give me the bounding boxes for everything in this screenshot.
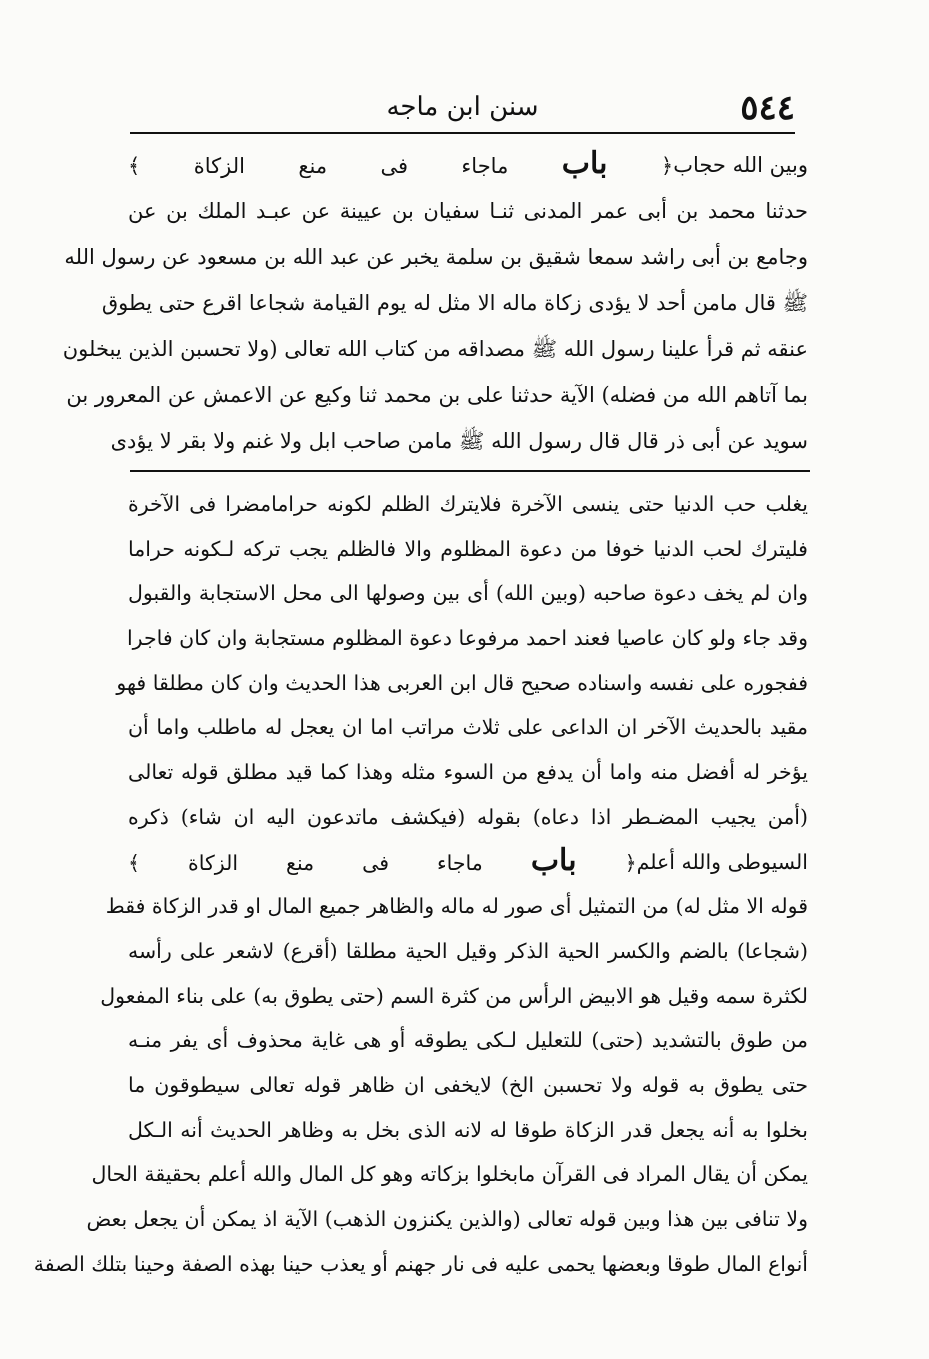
commentary-line: (شجاعا) بالضم والكسر الحية الذكر وقيل الحية مطلقا (أقرع) لاشعر على رأسه <box>128 938 808 963</box>
text-line: عنقه ثم قرأ علينا رسول الله ﷺ مصداقه من كتاب الله تعالى (ولا تحسبن الذين يبخلون <box>62 337 808 361</box>
chapter-heading-line <box>128 142 808 188</box>
commentary-text <box>33 482 808 1286</box>
commentary-line: قوله الا مثل له) من التمثيل أى صور له ماله والظاهر جميع المال او قدر الزكاة فقط <box>105 894 808 919</box>
bab-word: باب <box>561 146 608 181</box>
commentary-line: يمكن أن يقال المراد فى القرآن مابخلوا بزكاته وهو كل المال والله أعلم بحقيقة الحال <box>91 1162 808 1187</box>
text-line: سويد عن أبى ذر قال قال رسول الله ﷺ مامن صاحب ابل ولا غنم ولا بقر لا يؤدى <box>110 429 808 453</box>
bab-word: باب <box>530 842 577 878</box>
heading-open-bracket: ﴿ <box>624 850 637 875</box>
commentary-line: ولا تنافى بين هذا وبين قوله تعالى (والذين يكنزون الذهب) الآية اذ يمكن أن يجعل بعض <box>86 1207 808 1231</box>
heading-close-bracket: ﴾ <box>128 154 141 178</box>
commentary-line: (أمن يجيب المضـطر اذا دعاه) بقوله (فيكشف ماتدعون اليه ان شاء) ذكره <box>128 804 808 829</box>
hadith-text <box>62 142 808 464</box>
text-line: ﷺ قال مامن أحد لا يؤدى زكاة ماله الا مثل له يوم القيامة شجاعا اقرع حتى يطوق <box>101 291 808 315</box>
commentary-line: وان لم يخف دعوة صاحبه (وبين الله) أى بين وصولها الى محل الاستجابة والقبول <box>128 581 808 606</box>
section-divider <box>130 470 810 472</box>
commentary-chapter-heading <box>128 839 637 886</box>
text-line: بما آتاهم الله من فضله) الآية حدثنا على بن محمد ثنا وكيع عن الاعمش عن المعرور بن <box>66 383 808 407</box>
chapter-lead-text: وبين الله حجاب <box>673 153 808 177</box>
commentary-lead-text: السيوطى والله أعلم <box>636 849 808 874</box>
chapter-title: ماجاء فى منع الزكاة <box>188 850 483 875</box>
running-title: سنن ابن ماجه <box>386 92 539 122</box>
header-rule <box>130 132 795 134</box>
commentary-line: وقد جاء ولو كان عاصيا فعند احمد مرفوعا دعوة المظلوم مستجابة وان كان فاجرا <box>126 626 808 651</box>
heading-close-bracket: ﴾ <box>128 850 141 875</box>
commentary-line: يغلب حب الدنيا حتى ينسى الآخرة فلايترك الظلم لكونه حرامامضرا فى الآخرة <box>128 492 808 516</box>
text-line: حدثنا محمد بن أبى عمر المدنى ثنـا سفيان بن عيينة عن عبـد الملك بن عن <box>128 199 808 223</box>
heading-open-bracket: ﴿ <box>660 154 674 178</box>
page-number: ٥٤٤ <box>740 88 795 128</box>
commentary-line: ففجوره على نفسه واسناده صحيح قال ابن العربى هذا الحديث وان كان مطلقا فهو <box>116 670 808 695</box>
commentary-line: يؤخر له أفضل منه واما أن يدفع من السوء مثله وهذا كما قيد مطلق قوله تعالى <box>128 760 808 785</box>
text-line: وجامع بن أبى راشد سمعا شقيق بن سلمة يخبر عن عبد الله بن مسعود عن رسول الله <box>64 245 808 269</box>
commentary-line: لكثرة سمه وقيل هو الابيض الرأس من كثرة السم (حتى يطوق به) على بناء المفعول <box>100 983 808 1008</box>
commentary-line: من طوق بالتشديد (حتى) للتعليل لـكى يطوقه أو هى غاية محذوف أى يفر منـه <box>128 1028 808 1053</box>
chapter-title: ماجاء فى منع الزكاة <box>193 154 509 178</box>
commentary-chapter-line <box>128 840 808 885</box>
commentary-line: مقيد بالحديث الآخر ان الداعى على ثلاث مراتب اما ان يعجل له ماطلب واما أن <box>128 715 808 740</box>
page-header <box>130 88 795 130</box>
commentary-line: أنواع المال طوقا وبعضها يحمى عليه فى نار جهنم أو يعذب حينا بهذه الصفة وحينا بتلك الصفة <box>33 1251 808 1276</box>
commentary-line: فليترك لحب الدنيا خوفا من دعوة المظلوم والا فالظلم يجب تركه لـكونه حراما <box>128 536 808 561</box>
commentary-line: بخلوا به أنه يجعل قدر الزكاة طوقا له لانه الذى بخل به وظاهر الحديث أنه الـكل <box>128 1117 808 1142</box>
chapter-heading <box>128 141 673 189</box>
commentary-line: حتى يطوق به قوله ولا تحسبن الخ) لايخفى ان ظاهر قوله تعالى سيطوقون ما <box>128 1072 808 1097</box>
